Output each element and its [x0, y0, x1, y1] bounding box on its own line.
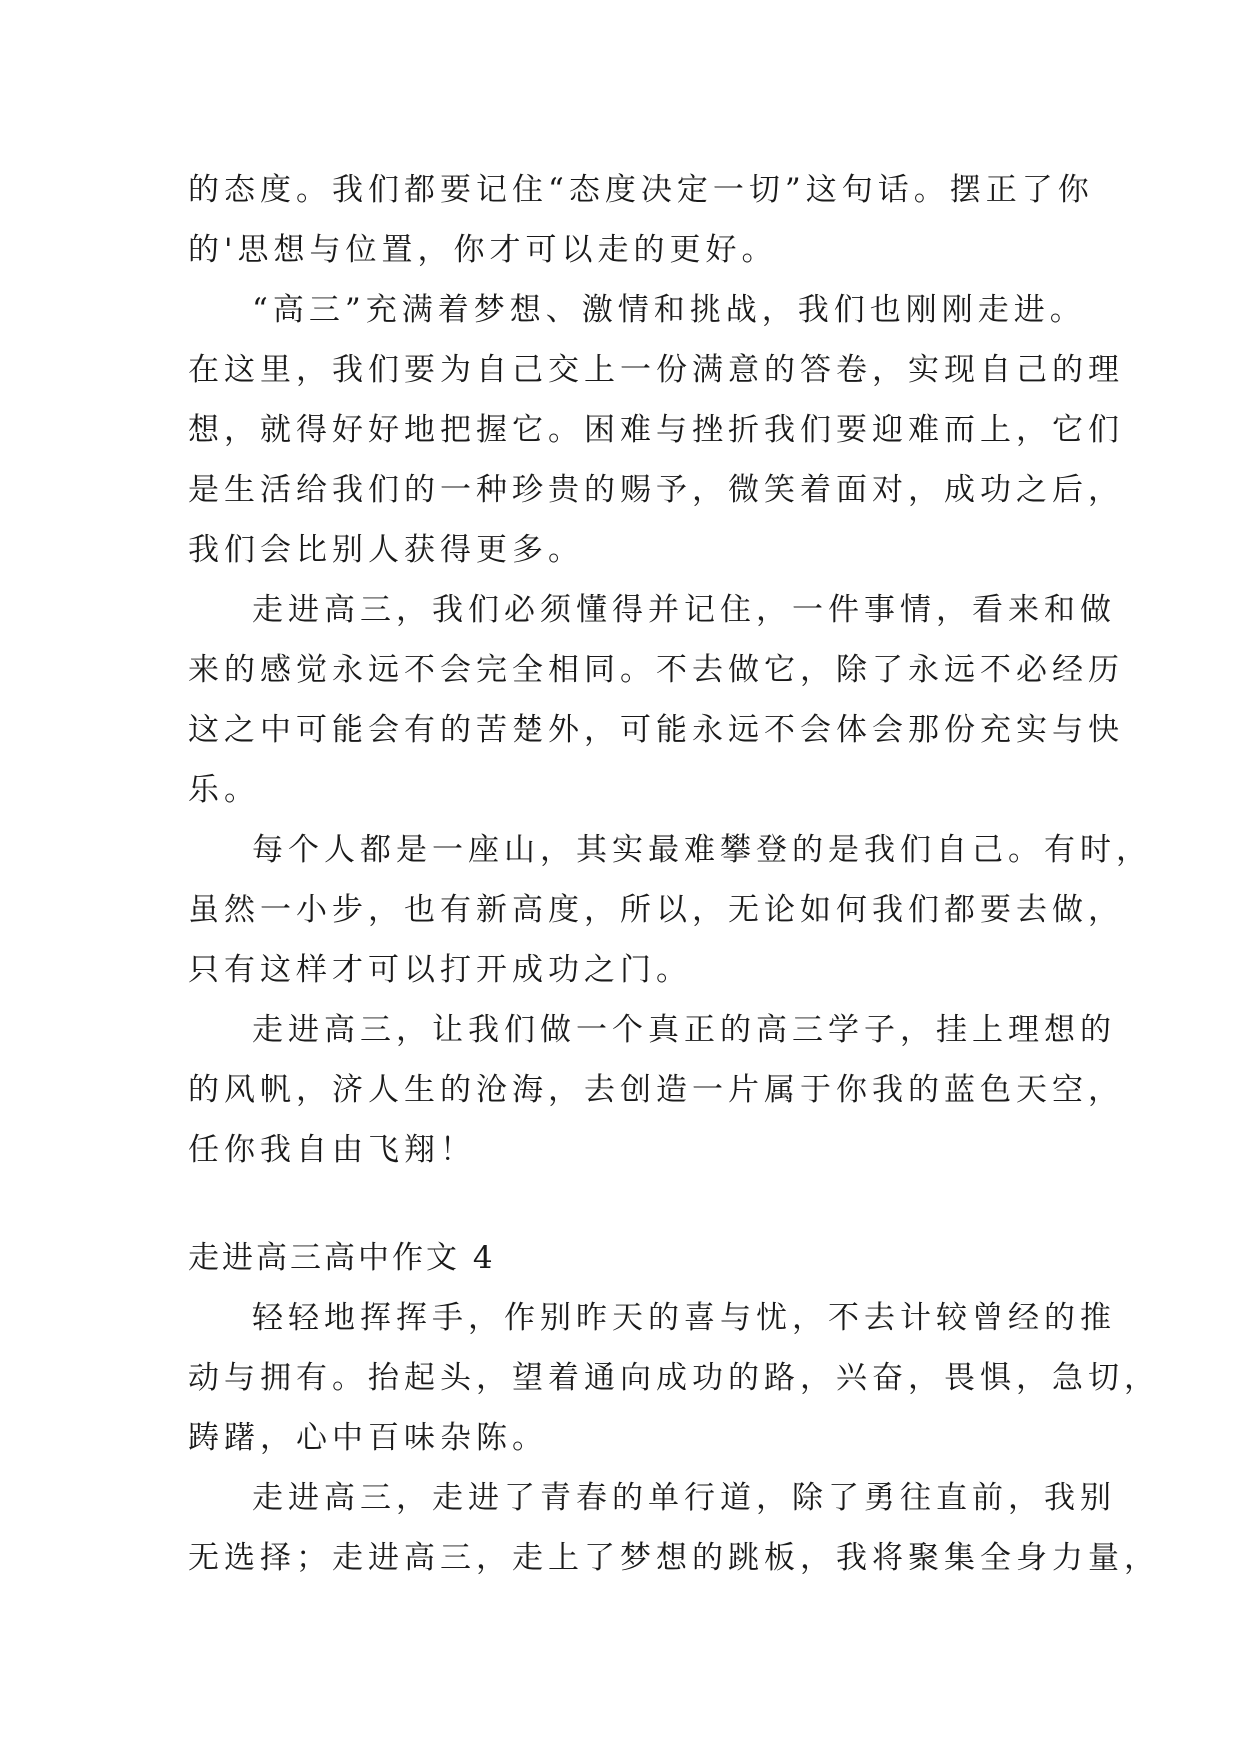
paragraph-1	[188, 160, 1094, 280]
text-line: 走进高三，让我们做一个真正的高三学子，挂上理想的	[252, 1012, 1116, 1048]
text-line: 任你我自由飞翔！	[188, 1132, 476, 1168]
text-line: 的'思想与位置，你才可以走的更好。	[188, 232, 778, 268]
text-line: 的态度。我们都要记住“态度决定一切”这句话。摆正了你	[188, 172, 1094, 208]
text-line: 乐。	[188, 772, 260, 808]
text-line: 只有这样才可以打开成功之门。	[188, 952, 692, 988]
document-body	[188, 160, 1160, 1588]
text-line: 动与拥有。抬起头，望着通向成功的路，兴奋，畏惧，急切，	[188, 1360, 1160, 1396]
paragraph-6	[188, 1288, 1160, 1468]
text-line: 是生活给我们的一种珍贵的赐予，微笑着面对，成功之后，	[188, 472, 1124, 508]
text-line: 轻轻地挥挥手，作别昨天的喜与忧，不去计较曾经的推	[252, 1300, 1116, 1336]
text-line: 来的感觉永远不会完全相同。不去做它，除了永远不必经历	[188, 652, 1124, 688]
text-line: “高三”充满着梦想、激情和挑战，我们也刚刚走进。	[252, 292, 1086, 328]
text-line: 的风帆，济人生的沧海，去创造一片属于你我的蓝色天空，	[188, 1072, 1124, 1108]
text-line: 踌躇，心中百味杂陈。	[188, 1420, 548, 1456]
text-line: 在这里，我们要为自己交上一份满意的答卷，实现自己的理	[188, 352, 1124, 388]
text-line: 走进高三，走进了青春的单行道，除了勇往直前，我别	[252, 1480, 1116, 1516]
text-line: 虽然一小步，也有新高度，所以，无论如何我们都要去做，	[188, 892, 1124, 928]
text-line: 想，就得好好地把握它。困难与挫折我们要迎难而上，它们	[188, 412, 1124, 448]
paragraph-5	[188, 1000, 1124, 1180]
text-line: 每个人都是一座山，其实最难攀登的是我们自己。有时，	[252, 832, 1152, 868]
section-heading: 走进高三高中作文 4	[188, 1240, 496, 1276]
paragraph-7	[188, 1468, 1160, 1588]
paragraph-3	[188, 580, 1124, 820]
text-line: 我们会比别人获得更多。	[188, 532, 584, 568]
text-line: 走进高三，我们必须懂得并记住，一件事情，看来和做	[252, 592, 1116, 628]
paragraph-4	[188, 820, 1152, 1000]
paragraph-2	[188, 280, 1124, 580]
text-line: 这之中可能会有的苦楚外，可能永远不会体会那份充实与快	[188, 712, 1124, 748]
text-line: 无选择；走进高三，走上了梦想的跳板，我将聚集全身力量，	[188, 1540, 1160, 1576]
